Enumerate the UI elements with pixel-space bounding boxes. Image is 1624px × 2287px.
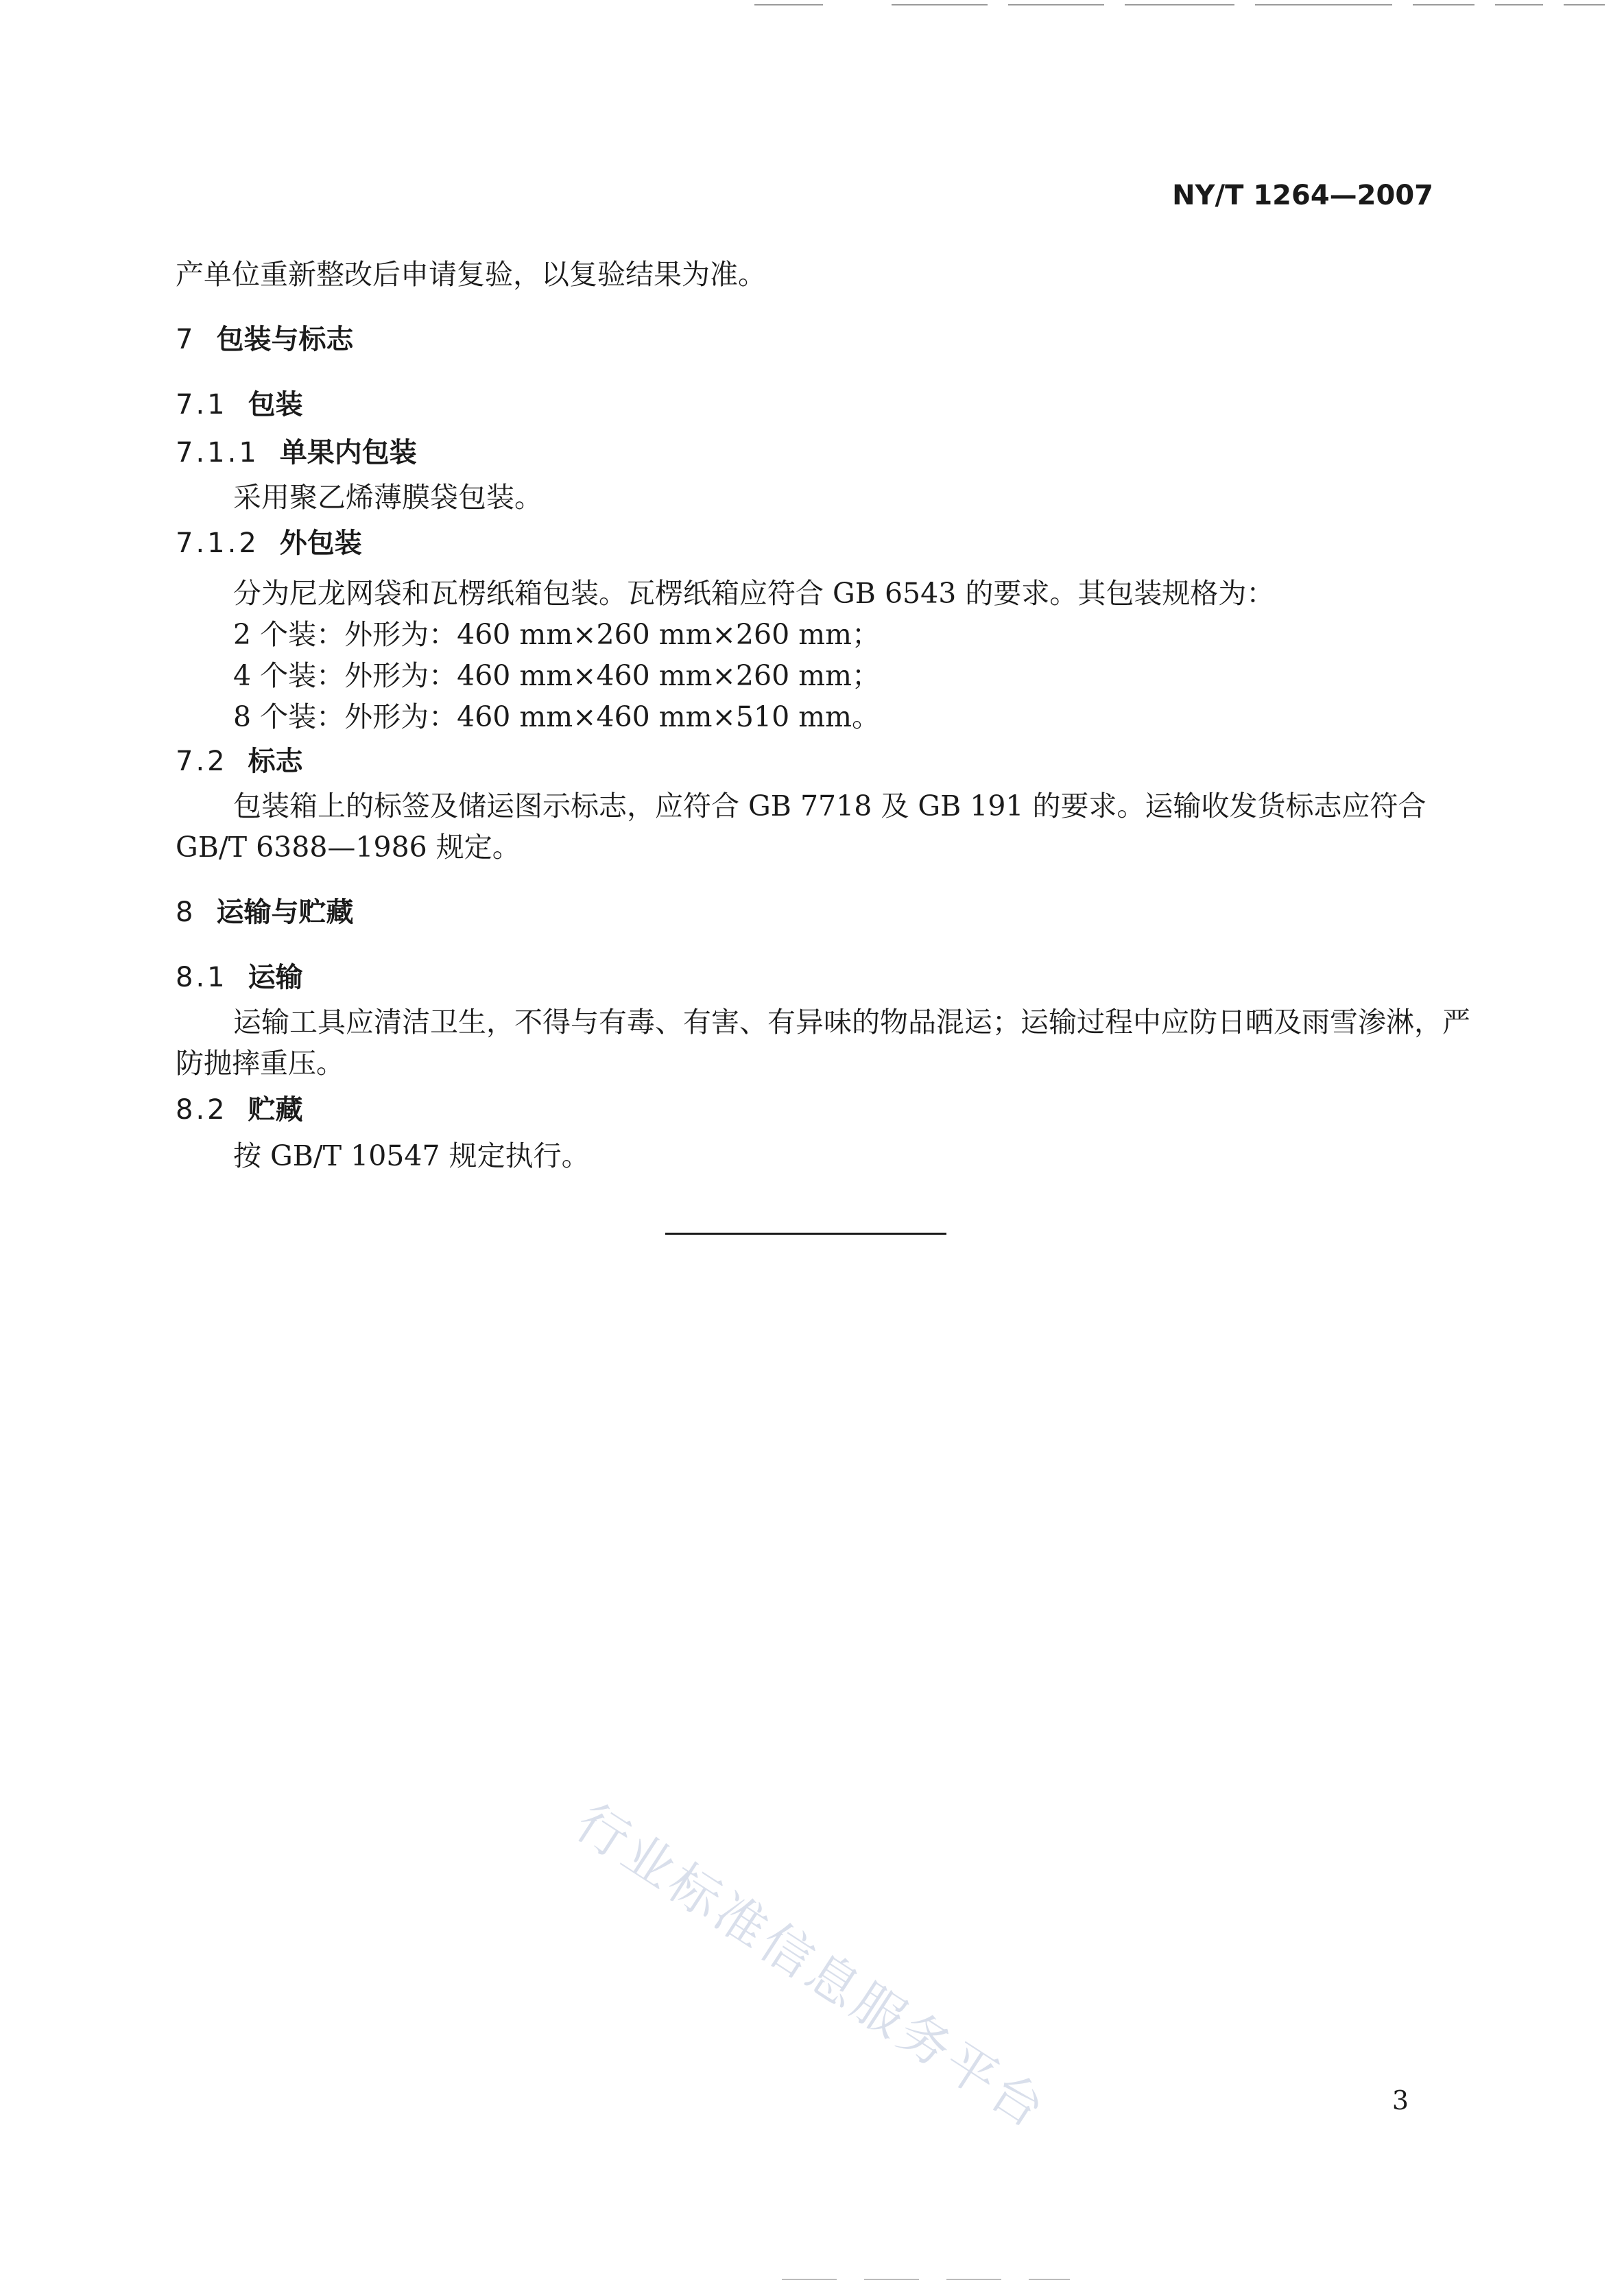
- section-number: 8.1: [176, 962, 228, 993]
- section-7-1-heading: [176, 384, 303, 425]
- section-title: 包装: [248, 389, 303, 420]
- page-number: 3: [1392, 2085, 1409, 2116]
- section-title: 单果内包装: [279, 437, 417, 469]
- section-8-heading: [176, 892, 353, 933]
- paragraph-7-1-1: 采用聚乙烯薄膜袋包装。: [233, 481, 542, 514]
- spec-line: 8 个装：外形为：460 mm×460 mm×510 mm。: [233, 700, 880, 733]
- section-title: 标志: [248, 746, 303, 777]
- section-number: 7.1: [176, 389, 228, 420]
- section-number: 7: [176, 324, 196, 355]
- paragraph-8-1-line1: 运输工具应清洁卫生，不得与有毒、有害、有异味的物品混运；运输过程中应防日晒及雨雪渗淋，严: [233, 1006, 1470, 1039]
- continued-paragraph: 产单位重新整改后申请复验，以复验结果为准。: [176, 258, 766, 291]
- section-8-1-heading: [176, 957, 303, 998]
- section-title: 包装与标志: [216, 324, 354, 355]
- paragraph-7-2-line2: GB/T 6388—1986 规定。: [176, 831, 521, 864]
- paragraph-8-2: 按 GB/T 10547 规定执行。: [233, 1139, 590, 1172]
- watermark: 行业标准信息服务平台: [565, 1792, 1058, 2142]
- section-number: 7.1.1: [176, 437, 259, 469]
- section-number: 7.1.2: [176, 528, 259, 559]
- end-rule: [665, 1233, 946, 1235]
- paragraph-7-1-2: 分为尼龙网袋和瓦楞纸箱包装。瓦楞纸箱应符合 GB 6543 的要求。其包装规格为：: [233, 577, 1275, 610]
- section-number: 7.2: [176, 746, 228, 777]
- section-7-1-1-heading: [176, 432, 417, 473]
- section-number: 8: [176, 897, 196, 928]
- standard-code: NY/T 1264—2007: [1172, 180, 1433, 211]
- section-title: 外包装: [279, 528, 362, 559]
- section-number: 8.2: [176, 1094, 228, 1126]
- paragraph-7-2-line1: 包装箱上的标签及储运图示标志，应符合 GB 7718 及 GB 191 的要求。运输收发货标志应符合: [233, 790, 1426, 822]
- spec-line: 2 个装：外形为：460 mm×260 mm×260 mm；: [233, 618, 880, 651]
- section-8-2-heading: [176, 1089, 303, 1130]
- section-7-1-2-heading: [176, 523, 362, 564]
- section-7-heading: [176, 319, 353, 360]
- spec-line: 4 个装：外形为：460 mm×460 mm×260 mm；: [233, 659, 880, 692]
- paragraph-8-1-line2: 防抛摔重压。: [176, 1047, 344, 1080]
- section-7-2-heading: [176, 741, 303, 782]
- section-title: 贮藏: [248, 1094, 303, 1126]
- section-title: 运输与贮藏: [216, 897, 354, 928]
- section-title: 运输: [248, 962, 303, 993]
